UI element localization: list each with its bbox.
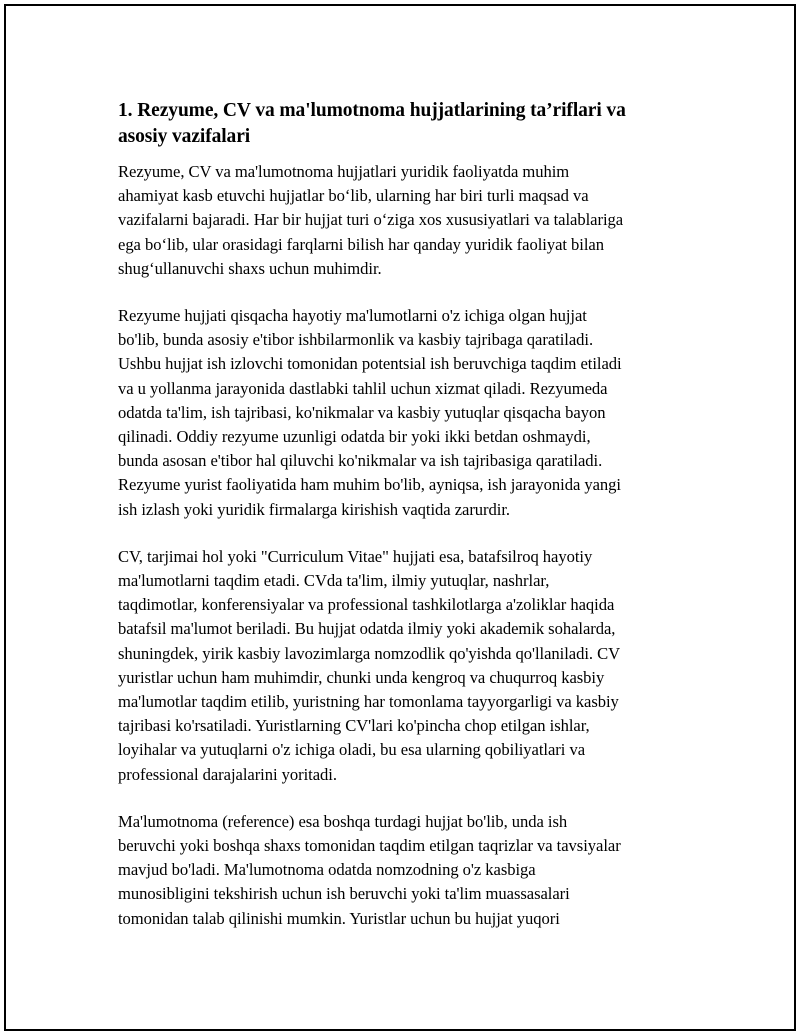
text-line: yuristlar uchun ham muhimdir, chunki unda kengroq va chuqurroq kasbiy bbox=[118, 667, 605, 687]
text-line: munosibligini tekshirish uchun ish beruvchi yoki ta'lim muassasalari bbox=[118, 884, 570, 904]
text-line: tomonidan talab qilinishi mumkin. Yuristlar uchun bu hujjat yuqori bbox=[118, 908, 560, 928]
heading-line: asosiy vazifalari bbox=[118, 126, 251, 147]
text-line: ish izlash yoki yuridik firmalarga kirishish vaqtida zarurdir. bbox=[118, 499, 510, 519]
text-line: Rezyume yurist faoliyatida ham muhim bo'lib, ayniqsa, ish jarayonida yangi bbox=[118, 475, 621, 495]
section-heading bbox=[118, 98, 698, 150]
document-body bbox=[118, 98, 698, 954]
text-line: va u yollanma jarayonida dastlabki tahlil uchun xizmat qiladi. Rezyumeda bbox=[118, 378, 608, 398]
text-line: taqdimotlar, konferensiyalar va professional tashkilotlarga a'zoliklar haqida bbox=[118, 595, 615, 615]
paragraph-cv bbox=[118, 545, 698, 787]
text-line: bo'lib, bunda asosiy e'tibor ishbilarmonlik va kasbiy tajribaga qaratiladi. bbox=[118, 330, 594, 350]
text-line: ma'lumotlarni taqdim etadi. CVda ta'lim, ilmiy yutuqlar, nashrlar, bbox=[118, 571, 550, 591]
text-line: Rezyume hujjati qisqacha hayotiy ma'lumotlarni o'z ichiga olgan hujjat bbox=[118, 306, 587, 326]
text-line: ega bo‘lib, ular orasidagi farqlarni bilish har qanday yuridik faoliyat bilan bbox=[118, 234, 604, 254]
text-line: mavjud bo'ladi. Ma'lumotnoma odatda nomzodning o'z kasbiga bbox=[118, 860, 536, 880]
text-line: qilinadi. Oddiy rezyume uzunligi odatda bir yoki ikki betdan oshmaydi, bbox=[118, 427, 591, 447]
heading-line: 1. Rezyume, CV va ma'lumotnoma hujjatlarining ta’riflari va bbox=[118, 100, 626, 121]
text-line: vazifalarni bajaradi. Har bir hujjat turi o‘ziga xos xususiyatlari va talablariga bbox=[118, 210, 624, 230]
page-frame bbox=[4, 4, 796, 1031]
text-line: ma'lumotlar taqdim etilib, yuristning har tomonlama tayyorgarligi va kasbiy bbox=[118, 692, 619, 712]
text-line: tajribasi ko'rsatiladi. Yuristlarning CV'lari ko'pincha chop etilgan ishlar, bbox=[118, 716, 590, 736]
text-line: professional darajalarini yoritadi. bbox=[118, 764, 337, 784]
paragraph-intro bbox=[118, 160, 698, 281]
text-line: bunda asosan e'tibor hal qiluvchi ko'nikmalar va ish tajribasiga qaratiladi. bbox=[118, 451, 603, 471]
paragraph-rezyume bbox=[118, 304, 698, 522]
text-line: odatda ta'lim, ish tajribasi, ko'nikmalar va kasbiy yutuqlar qisqacha bayon bbox=[118, 402, 606, 422]
text-line: loyihalar va yutuqlarni o'z ichiga oladi, bu esa ularning qobiliyatlari va bbox=[118, 740, 586, 760]
text-line: Ushbu hujjat ish izlovchi tomonidan potentsial ish beruvchiga taqdim etiladi bbox=[118, 354, 622, 374]
text-line: CV, tarjimai hol yoki "Curriculum Vitae" hujjati esa, batafsilroq hayotiy bbox=[118, 546, 593, 566]
text-line: batafsil ma'lumot beriladi. Bu hujjat odatda ilmiy yoki akademik sohalarda, bbox=[118, 619, 616, 639]
text-line: ahamiyat kasb etuvchi hujjatlar bo‘lib, ularning har biri turli maqsad va bbox=[118, 186, 589, 206]
text-line: shug‘ullanuvchi shaxs uchun muhimdir. bbox=[118, 258, 382, 278]
text-line: Rezyume, CV va ma'lumotnoma hujjatlari yuridik faoliyatda muhim bbox=[118, 162, 570, 181]
paragraph-malumotnoma bbox=[118, 810, 698, 931]
text-line: Ma'lumotnoma (reference) esa boshqa turdagi hujjat bo'lib, unda ish bbox=[118, 811, 568, 831]
text-line: shuningdek, yirik kasbiy lavozimlarga nomzodlik qo'yishda qo'llaniladi. CV bbox=[118, 643, 621, 663]
text-line: beruvchi yoki boshqa shaxs tomonidan taqdim etilgan taqrizlar va tavsiyalar bbox=[118, 836, 621, 856]
